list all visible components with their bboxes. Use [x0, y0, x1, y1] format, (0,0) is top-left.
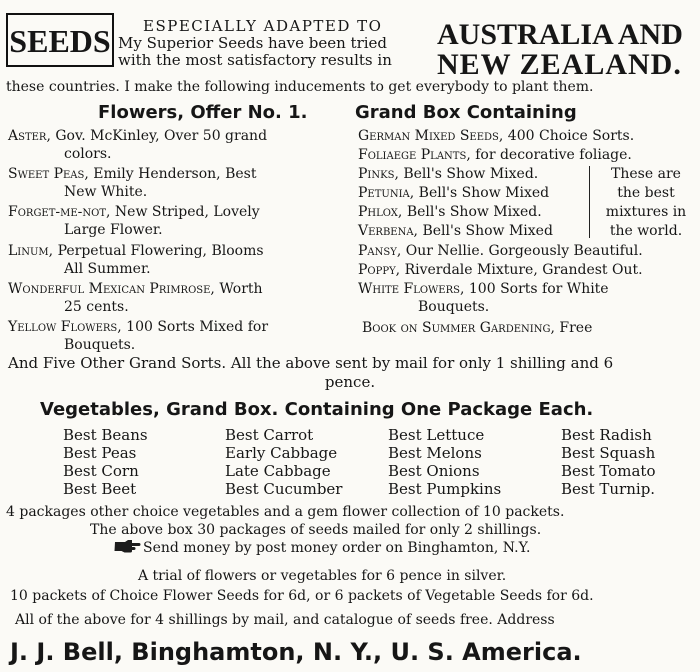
- body-line-5: 10 packets of Choice Flower Seeds for 6d, or 6 packets of Vegetable Seeds for 6d.: [10, 588, 594, 604]
- vegetable-item: Best Pumpkins: [388, 480, 502, 498]
- vegetable-item: Best Cucumber: [225, 480, 343, 498]
- flower-item: Sweet Peas, Emily Henderson, Best: [8, 166, 257, 182]
- vegetable-item: Best Peas: [63, 444, 137, 462]
- header-especially: ESPECIALLY ADAPTED TO: [143, 17, 383, 35]
- grand-box-item: Book on Summer Gardening, Free: [362, 320, 593, 336]
- mixtures-brace: [589, 166, 590, 238]
- vegetable-item: Best Melons: [388, 444, 482, 462]
- grand-box-item: Foliaege Plants, for decorative foliage.: [358, 147, 632, 163]
- vegetable-item: Best Carrot: [225, 426, 314, 444]
- vegetable-column-2: [225, 426, 342, 498]
- flower-item-cont: Large Flower.: [64, 222, 163, 238]
- body-line-4: A trial of flowers or vegetables for 6 pence in silver.: [138, 568, 507, 584]
- flower-item-cont: 25 cents.: [64, 299, 129, 315]
- pointing-hand-icon: [113, 538, 141, 554]
- seeds-title-box: [6, 13, 114, 67]
- flower-item: Wonderful Mexican Primrose, Worth: [8, 281, 263, 297]
- offer-line-2: pence.: [324, 373, 376, 391]
- header-line-3: with the most satisfactory results in: [118, 51, 392, 69]
- vegetable-item: Late Cabbage: [225, 462, 331, 480]
- vegetable-item: Best Turnip.: [561, 480, 656, 498]
- vegetable-item: Best Corn: [63, 462, 139, 480]
- advertiser-address: J. J. Bell, Binghamton, N. Y., U. S. America.: [10, 638, 582, 666]
- flower-item: Aster, Gov. McKinley, Over 50 grand: [8, 128, 268, 144]
- grand-box-item: Poppy, Riverdale Mixture, Grandest Out.: [358, 262, 643, 278]
- grand-box-item: White Flowers, 100 Sorts for White: [358, 281, 609, 297]
- header-line-2: My Superior Seeds have been tried: [118, 34, 388, 52]
- header-new-zealand: NEW ZEALAND.: [437, 48, 682, 81]
- vegetable-item: Best Squash: [561, 444, 656, 462]
- vegetable-column-1: [63, 426, 148, 498]
- header-australia: AUSTRALIA AND: [437, 18, 683, 51]
- flower-item-cont: All Summer.: [64, 261, 151, 277]
- grand-box-item: German Mixed Seeds, 400 Choice Sorts.: [358, 128, 635, 144]
- mixtures-note: These are the best mixtures in the world.: [605, 166, 687, 239]
- vegetable-item: Best Tomato: [561, 462, 656, 480]
- grand-box-item: Pinks, Bell's Show Mixed.: [358, 166, 539, 182]
- vegetable-item: Best Beans: [63, 426, 148, 444]
- vegetable-item: Best Lettuce: [388, 426, 485, 444]
- grand-box-item: Verbena, Bell's Show Mixed: [358, 223, 553, 239]
- vegetable-item: Early Cabbage: [225, 444, 338, 462]
- vegetable-column-4: [561, 426, 656, 498]
- flower-item: Yellow Flowers, 100 Sorts Mixed for: [8, 319, 269, 335]
- grand-box-item: Phlox, Bell's Show Mixed.: [358, 204, 542, 220]
- vegetable-item: Best Onions: [388, 462, 480, 480]
- flower-item: Linum, Perpetual Flowering, Blooms: [8, 243, 264, 259]
- seeds-title: SEEDS: [9, 23, 111, 59]
- flower-item-cont: New White.: [64, 184, 148, 200]
- vegetable-item: Best Beet: [63, 480, 137, 498]
- body-line-3: Send money by post money order on Binghamton, N.Y.: [143, 540, 531, 556]
- body-line-2: The above box 30 packages of seeds mailed for only 2 shillings.: [90, 522, 542, 538]
- flowers-heading: Flowers, Offer No. 1.: [98, 102, 308, 123]
- grand-box-item: Petunia, Bell's Show Mixed: [358, 185, 550, 201]
- flower-item-cont: colors.: [64, 146, 112, 162]
- body-line-1: 4 packages other choice vegetables and a gem flower collection of 10 packets.: [6, 504, 565, 520]
- grand-box-heading: Grand Box Containing: [355, 102, 577, 123]
- header-line-4: these countries. I make the following inducements to get everybody to plant them.: [6, 79, 594, 95]
- grand-box-item-cont: Bouquets.: [418, 299, 490, 315]
- flower-item: Forget-me-not, New Striped, Lovely: [8, 204, 260, 220]
- offer-line-1: And Five Other Grand Sorts. All the above sent by mail for only 1 shilling and 6: [8, 354, 614, 372]
- body-line-6: All of the above for 4 shillings by mail, and catalogue of seeds free. Address: [15, 612, 555, 628]
- flower-item-cont: Bouquets.: [64, 337, 136, 353]
- vegetables-heading: Vegetables, Grand Box. Containing One Package Each.: [40, 399, 594, 420]
- vegetable-item: Best Radish: [561, 426, 652, 444]
- vegetable-column-3: [388, 426, 501, 498]
- grand-box-item: Pansy, Our Nellie. Gorgeously Beautiful.: [358, 243, 643, 259]
